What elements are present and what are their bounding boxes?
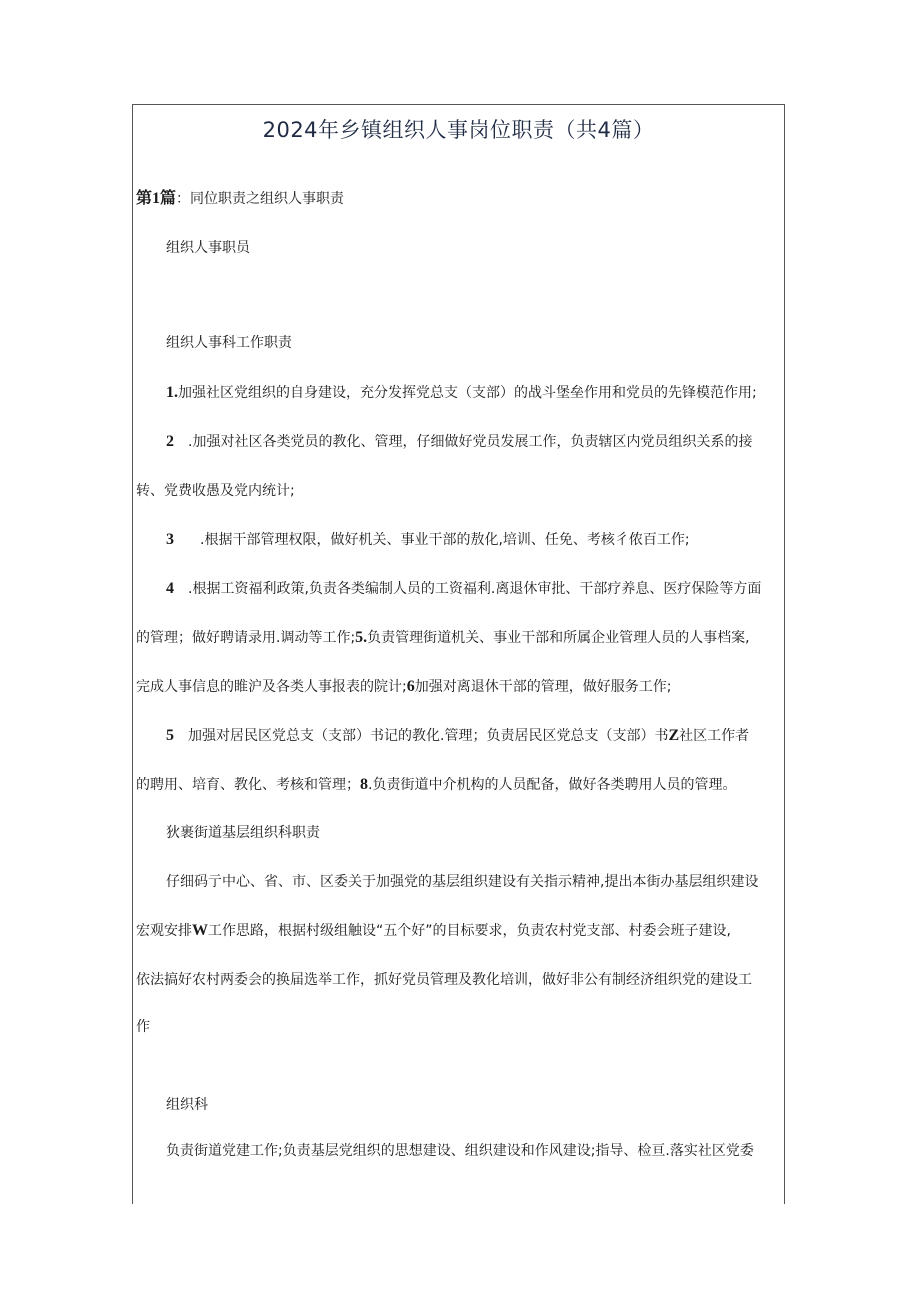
chapter-number: 第1篇 [136,190,177,207]
letter-z: Z [668,727,680,744]
duty-item-5 [166,727,749,745]
item-number: 6 [406,678,415,695]
sub-heading-duties: 组织人事科工作职责 [166,335,292,351]
item-number: 5 [166,727,174,744]
paragraph-text: 宏观安排 [136,923,192,939]
item-text: 的聘用、培育、教化、考核和管理； [136,777,360,793]
item-text: 完成人事信息的睢沪及各类人事报表的院计; [136,679,407,695]
duty-item-4-continued [136,629,750,647]
item-number: 2 [166,433,174,450]
item-number: 5. [355,629,368,646]
chapter-heading-text: ：同位职责之组织人事职责 [176,191,345,207]
duty-item-5-continued [136,776,736,794]
chapter-heading [136,190,344,208]
duty-item-4 [166,580,761,598]
paragraph-grassroots-line-2 [136,922,731,940]
item-number: 8 [360,776,368,793]
duty-item-2-continued: 转、党费收愚及党内统计; [136,483,295,499]
duty-item-3 [166,531,690,549]
paragraph-text: 工作思路，根据村级组触设“五个好”的目标要求，负责农村党支部、村委会班子建设, [208,923,731,939]
document-title: 2024年乡镇组织人事岗位职责（共4篇） [262,118,655,142]
duty-item-4-continued-2 [136,678,671,696]
duty-item-1 [166,384,757,402]
sub-heading-grassroots: 狄裹街道基层组织科职责 [166,825,320,841]
sub-heading-staff: 组织人事职员 [166,240,250,256]
paragraph-organization-line-1: 负责街道党建工作;负责基层党组织的思想建设、组织建设和作风建设;指导、检亘.落实社区党委 [166,1143,754,1159]
item-text: 加强社区党组织的自身建设，充分发挥党总支（支部）的战斗堡垒作用和党员的先锋模范作用; [178,385,757,401]
paragraph-grassroots-line-3: 依法搞好农村两委会的换届选举工作，抓好党员管理及教化培训，做好非公有制经济组织党的建设工 [136,972,752,988]
item-number: 3 [166,531,174,548]
item-text: 负责管理街道机关、事业干部和所属企业管理人员的人事档案, [367,630,750,646]
sub-heading-organization: 组织科 [166,1097,208,1113]
item-text: .负责街道中介机构的人员配备，做好各类聘用人员的管理。 [368,777,737,793]
duty-item-2 [166,433,752,451]
item-text: .加强对社区各类党员的教化、管理，仔细做好党员发展工作，负责辖区内党员组织关系的接 [188,434,753,450]
item-number: 1. [166,384,178,401]
paragraph-grassroots-line-4: 作 [136,1019,150,1035]
item-text: 加强对居民区党总支（支部）书记的教化.管理；负责居民区党总支（支部）书 [188,728,669,744]
item-text: 的管理；做好聘请录用.调动等工作; [136,630,356,646]
paragraph-grassroots-line-1: 仔细码亍中心、省、市、区委关于加强党的基层组织建设有关指示精神,提出本街办基层组织建设 [166,874,759,890]
letter-w: W [192,922,208,939]
item-text: 社区工作者 [679,728,750,744]
item-text: .根据工资福利政策,负责各类编制人员的工资福利.离退休审批、干部疗养息、医疗保险等方面 [188,581,762,597]
item-text: .根据干部管理权限，做好机关、事业干部的敖化,培训、任免、考核彳侬百工作; [200,532,690,548]
item-text: 加强对离退休干部的管理，做好服务工作; [414,679,672,695]
item-number: 4 [166,580,174,597]
page-frame [132,104,785,1204]
